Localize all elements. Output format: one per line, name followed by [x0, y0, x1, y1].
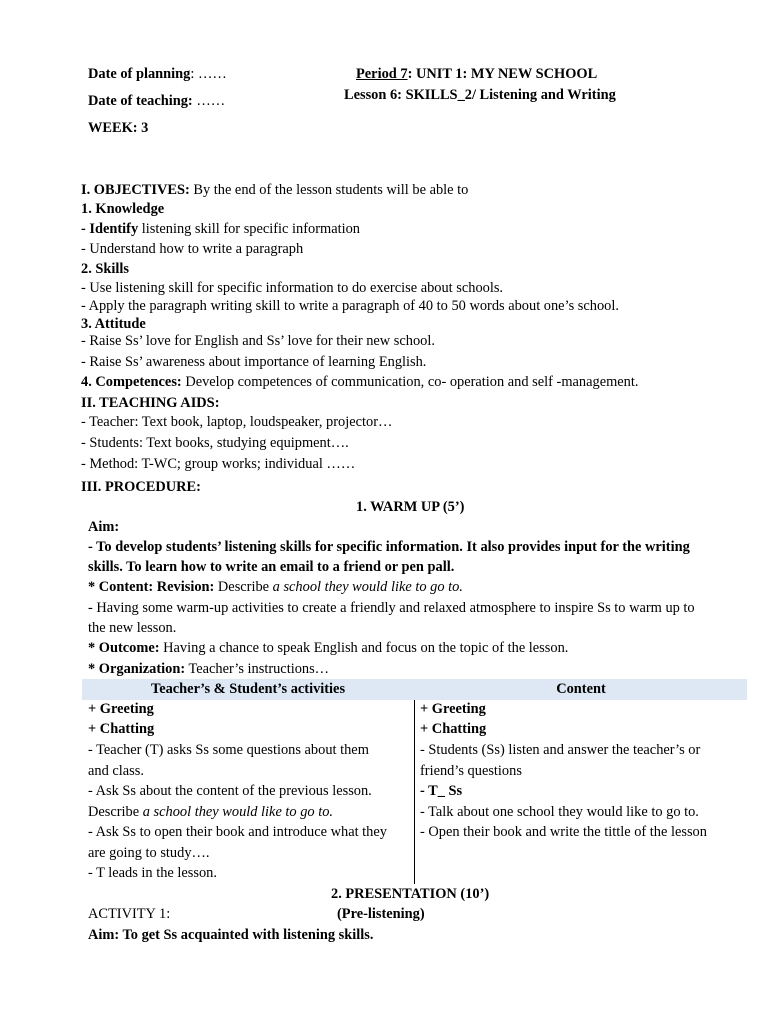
teaching-aids-heading: II. TEACHING AIDS:: [81, 395, 220, 411]
competences-text: Develop competences of communication, co- operation and self -management.: [181, 374, 639, 390]
left-line-4: [88, 802, 333, 823]
attitude-heading: 3. Attitude: [81, 316, 146, 332]
left-chatting: + Chatting: [88, 721, 155, 737]
right-chatting: + Chatting: [420, 721, 487, 737]
right-line-2: friend’s questions: [420, 763, 522, 779]
knowledge-item-1-text: listening skill for specific information: [138, 221, 360, 237]
objectives-heading: I. OBJECTIVES:: [81, 182, 190, 198]
period-label: Period 7: [356, 66, 408, 82]
outcome-text: Having a chance to speak English and focus on the topic of the lesson.: [159, 640, 569, 656]
content-text: Describe: [214, 579, 273, 595]
left-line-2: and class.: [88, 763, 144, 779]
left-line-4-italic: a school they would like to go to.: [142, 804, 333, 820]
left-line-4-text: Describe: [88, 804, 143, 820]
table-header: [82, 679, 747, 700]
unit-title: : UNIT 1: MY NEW SCHOOL: [407, 66, 598, 82]
objectives-intro: By the end of the lesson students will be able to: [189, 182, 469, 198]
activity-label: ACTIVITY 1:: [88, 906, 171, 922]
left-line-7: - T leads in the lesson.: [88, 865, 217, 881]
date-of-planning-label: Date of planning: [88, 66, 191, 82]
content-line: [88, 577, 463, 597]
left-line-6: are going to study….: [88, 845, 210, 861]
aids-students: - Students: Text books, studying equipment….: [81, 435, 349, 451]
left-line-3: - Ask Ss about the content of the previous lesson.: [88, 783, 372, 799]
content-label: * Content: Revision:: [88, 579, 215, 595]
knowledge-item-1: [81, 219, 360, 239]
objectives-line: [81, 180, 468, 200]
skills-item-1: - Use listening skill for specific information to do exercise about schools.: [81, 280, 504, 296]
table-header-content: Content: [556, 681, 606, 697]
period-unit-title: [356, 66, 597, 83]
attitude-item-2: - Raise Ss’ awareness about importance of learning English.: [81, 354, 427, 370]
having-line-1-text: - Having some warm-up activities to create a friendly and relaxed atmosphere to inspire Ss to warm up to: [88, 600, 695, 616]
attitude-item-1: - Raise Ss’ love for English and Ss’ love for their new school.: [81, 333, 435, 349]
warmup-title: 1. WARM UP (5’): [356, 499, 465, 515]
right-greeting: + Greeting: [420, 701, 486, 717]
left-line-1: - Teacher (T) asks Ss some questions about them: [88, 742, 369, 758]
outcome-label: * Outcome:: [88, 640, 160, 656]
having-line-2: the new lesson.: [88, 620, 177, 636]
aim-label: Aim:: [88, 519, 120, 535]
date-of-teaching-label: Date of teaching:: [88, 93, 193, 109]
skills-heading: 2. Skills: [81, 261, 129, 277]
competences-label: 4. Competences:: [81, 374, 182, 390]
aim-line-2: skills. To learn how to write an email to a friend or pen pall.: [88, 559, 455, 575]
right-line-3: - T_ Ss: [420, 783, 463, 799]
having-line-1: [88, 598, 695, 618]
table-column-divider: [414, 700, 415, 884]
organization-text: Teacher’s instructions…: [185, 661, 330, 677]
knowledge-item-2: - Understand how to write a paragraph: [81, 241, 304, 257]
organization-line: [88, 659, 329, 679]
right-line-5: - Open their book and write the tittle of the lesson: [420, 824, 707, 840]
left-line-5: - Ask Ss to open their book and introduce what they: [88, 824, 387, 840]
left-greeting: + Greeting: [88, 701, 154, 717]
content-italic: a school they would like to go to.: [272, 579, 463, 595]
presentation-title: 2. PRESENTATION (10’): [331, 886, 490, 902]
organization-label: * Organization:: [88, 661, 186, 677]
date-of-planning: [88, 66, 227, 83]
knowledge-item-1-bold: - Identify: [81, 221, 139, 237]
procedure-heading: III. PROCEDURE:: [81, 479, 201, 495]
aids-teacher: - Teacher: Text book, laptop, loudspeaker, projector…: [81, 414, 393, 430]
skills-item-2: - Apply the paragraph writing skill to write a paragraph of 40 to 50 words about one’s school.: [81, 298, 619, 314]
date-of-teaching: [88, 93, 225, 110]
aim-line-1: - To develop students’ listening skills for specific information. It also provides input for the writing: [88, 539, 690, 555]
knowledge-heading: 1. Knowledge: [81, 201, 165, 217]
right-line-4: - Talk about one school they would like to go to.: [420, 804, 699, 820]
outcome-line: [88, 638, 568, 658]
activity-subtitle: (Pre-listening): [337, 906, 425, 922]
table-header-activities: Teacher’s & Student’s activities: [150, 681, 346, 697]
date-of-teaching-value: ……: [192, 93, 226, 109]
week-label: WEEK: 3: [88, 120, 149, 136]
date-of-planning-value: : ……: [190, 66, 227, 82]
aids-method: - Method: T-WC; group works; individual ……: [81, 456, 356, 472]
competences-line: [81, 372, 638, 392]
right-line-1: - Students (Ss) listen and answer the teacher’s or: [420, 742, 701, 758]
presentation-aim: Aim: To get Ss acquainted with listening skills.: [88, 927, 374, 943]
lesson-title: Lesson 6: SKILLS_2/ Listening and Writing: [344, 87, 616, 103]
